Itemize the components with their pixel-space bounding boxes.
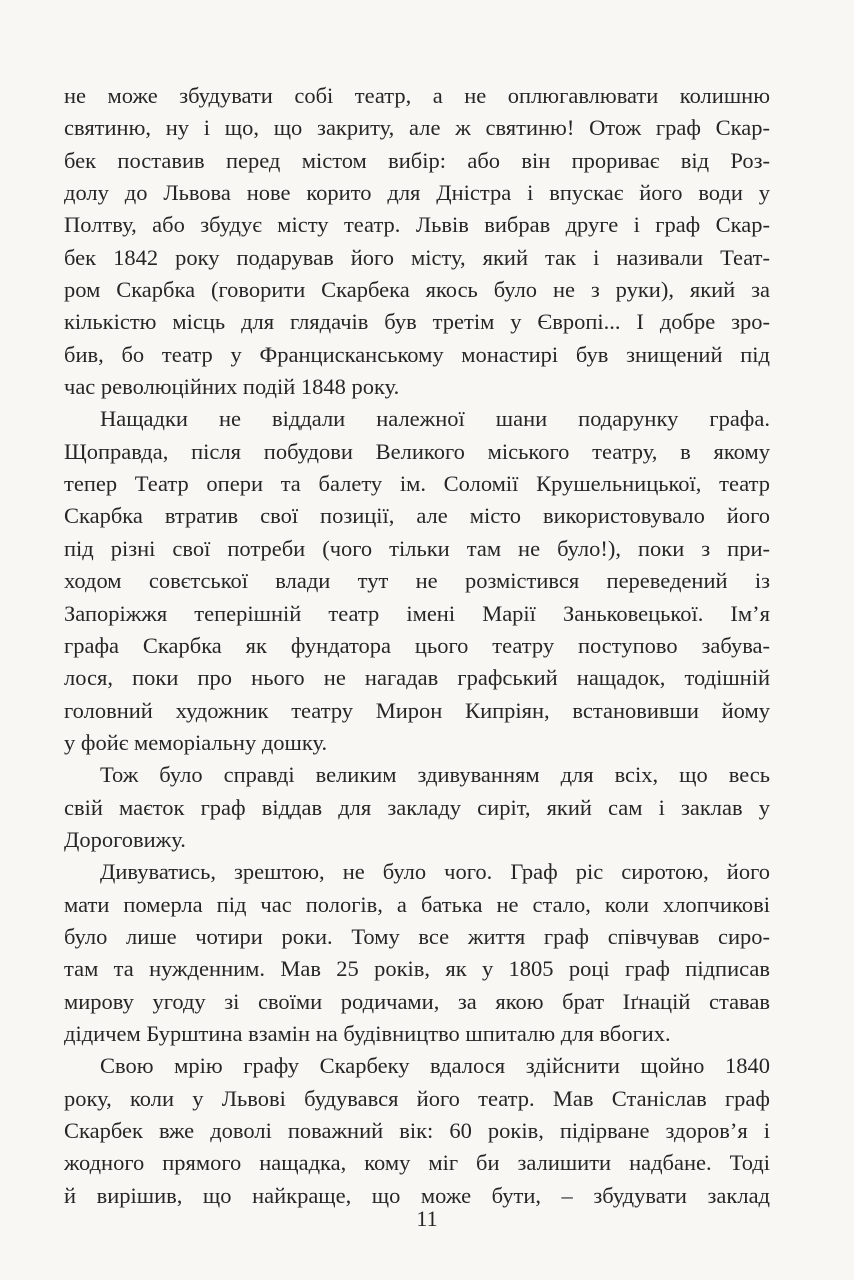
text-line: святиню, ну і що, що закриту, але ж святиню! Отож граф Скар- [64,115,770,141]
text-line: ходом совєтської влади тут не розмістився переведений із [64,568,770,594]
text-line: графа Скарбка як фундатора цього театру поступово забува- [64,632,770,658]
paragraph [64,1050,770,1212]
text-line: мати померла під час пологів, а батька не стало, коли хлопчикові [64,891,770,917]
text-line: не може збудувати собі театр, а не оплюгавлювати колишню [64,83,770,108]
text-line: Дивуватись, зрештою, не було чого. Граф ріс сиротою, його [100,859,770,885]
text-line: дідичем Бурштина взамін на будівництво шпиталю для вбогих. [64,1020,671,1046]
text-line: Полтву, або збудує місту театр. Львів вибрав друге і граф Скар- [64,212,770,238]
text-line: й вирішив, що найкраще, що може бути, – збудувати заклад [64,1182,770,1208]
text-line: головний художник театру Мирон Кипріян, встановивши йому [64,697,770,723]
text-line: бек поставив перед містом вибір: або він прориває від Роз- [64,147,770,173]
paragraph [64,759,770,856]
text-line: мирову угоду зі своїми родичами, за якою брат Іґнацій ставав [64,988,770,1014]
text-line: під різні свої потреби (чого тільки там не було!), поки з при- [64,535,770,561]
page-body [64,80,770,1212]
text-line: бек 1842 року подарував його місту, який так і називали Теат- [64,244,770,270]
paragraph [64,80,770,403]
text-line: свій маєток граф віддав для закладу сиріт, який сам і заклав у [64,794,770,820]
paragraph [64,403,770,759]
text-line: Нащадки не віддали належної шани подарунку графа. [100,406,770,432]
paragraph [64,856,770,1050]
text-line: там та нужденним. Мав 25 років, як у 1805 році граф підписав [64,956,770,982]
text-line: Запоріжжя теперішній театр імені Марії Заньковецької. Ім’я [64,600,770,626]
text-line: року, коли у Львові будувався його театр. Мав Станіслав граф [64,1085,770,1111]
text-line: Свою мрію графу Скарбеку вдалося здійснити щойно 1840 [100,1053,770,1079]
text-line: у фойє меморіальну дошку. [64,729,328,755]
text-line: Скарбек вже доволі поважний вік: 60 років, підірване здоров’я і [64,1118,770,1143]
text-line: бив, бо театр у Францисканському монастирі був знищений під [64,341,770,367]
text-line: долу до Львова нове корито для Дністра і впускає його води у [64,180,770,206]
text-line: кількістю місць для глядачів був третім у Європі... І добре зро- [64,309,770,335]
text-line: жодного прямого нащадка, кому міг би залишити надбане. Тоді [64,1150,770,1176]
text-line: Дороговижу. [64,826,186,852]
text-line: Тож було справді великим здивуванням для всіх, що весь [100,762,770,788]
text-line: лося, поки про нього не нагадав графський нащадок, тодішній [64,665,770,691]
text-line: час революційних подій 1848 року. [64,374,400,400]
text-line: Скарбка втратив свої позиції, але місто використовувало його [64,503,770,529]
text-line: ром Скарбка (говорити Скарбека якось було не з руки), який за [64,277,770,303]
text-line: тепер Театр опери та балету ім. Соломії Крушельницької, театр [64,471,770,497]
text-line: було лише чотири роки. Тому все життя граф співчував сиро- [64,923,770,949]
page-number: 11 [416,1206,438,1231]
text-line: Щоправда, після побудови Великого міського театру, в якому [64,438,770,464]
